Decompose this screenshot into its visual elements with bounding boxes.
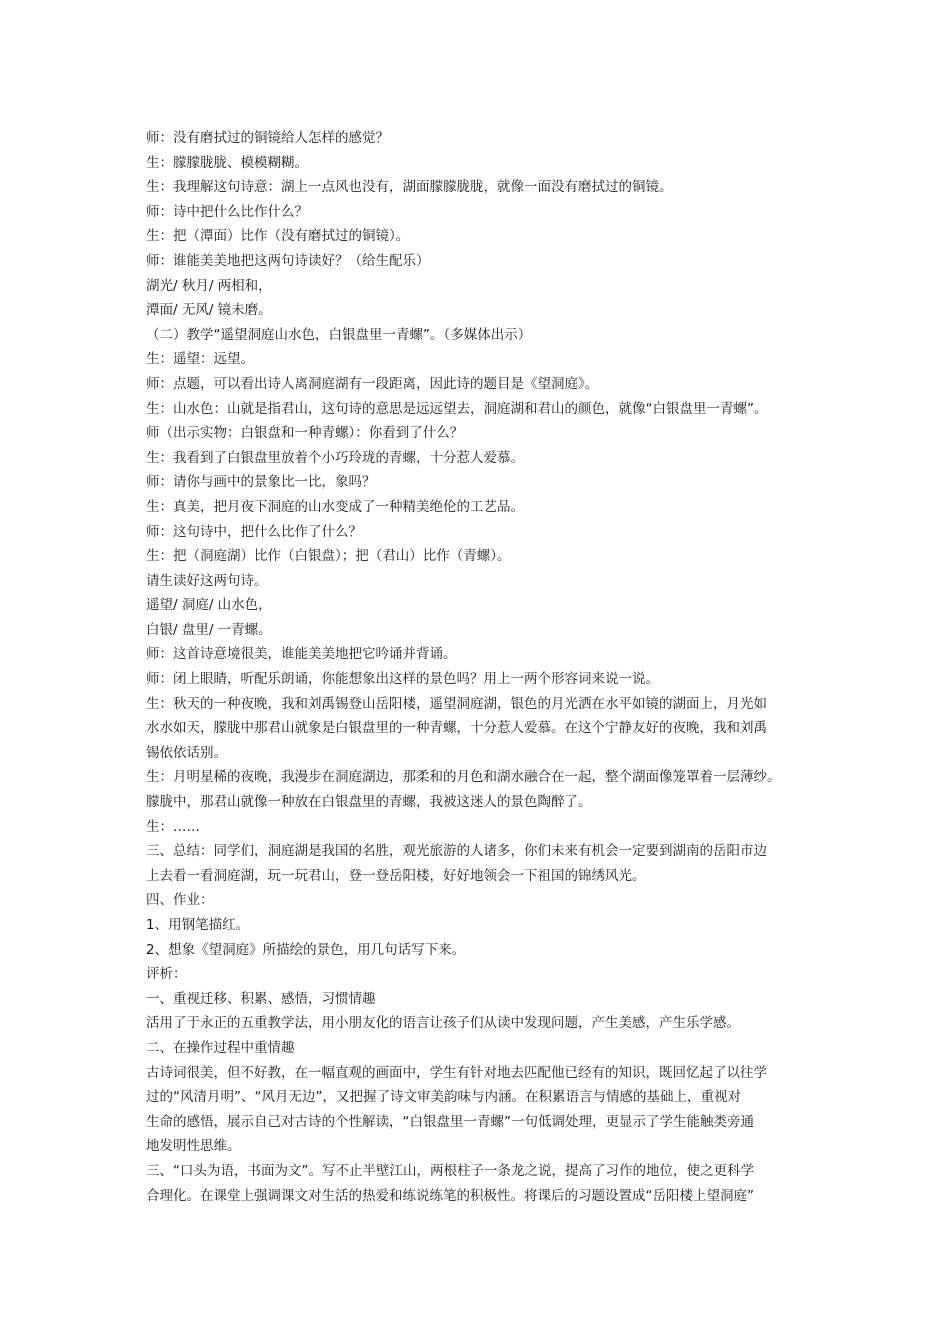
text-line: 1、用钢笔描红。 — [146, 917, 250, 933]
text-line: 生：…… — [146, 818, 200, 835]
text-line: 生：我理解这句诗意：湖上一点风也没有，湖面朦朦胧胧，就像一面没有磨拭过的铜镜。 — [146, 179, 673, 196]
text-line: 师：这首诗意境很美，谁能美美地把它吟诵并背诵。 — [146, 646, 457, 663]
text-line: 生命的感悟，展示自己对古诗的个性解读，“白银盘里一青螺”一句低调处理，更显示了学生能触类旁通 — [146, 1113, 754, 1130]
text-line: 过的“风清月明”、“风月无边”，又把握了诗文审美韵味与内涵。在积累语言与情感的基础上，重视对 — [146, 1089, 741, 1106]
text-line: 上去看一看洞庭湖，玩一玩君山，登一登岳阳楼，好好地领会一下祖国的锦绣风光。 — [146, 867, 646, 884]
text-line: 请生读好这两句诗。 — [146, 572, 268, 589]
text-line: 师（出示实物：白银盘和一种青螺）：你看到了什么？ — [146, 425, 464, 442]
text-line: 生：我看到了白银盘里放着个小巧玲珑的青螺，十分惹人爱慕。 — [146, 449, 524, 466]
text-line: 合理化。在课堂上强调课文对生活的热爱和练说练笔的积极性。将课后的习题设置成“岳阳楼上望洞庭” — [146, 1187, 754, 1204]
text-line: 师：诗中把什么比作什么？ — [146, 203, 308, 220]
text-line: 水水如天，朦胧中那君山就象是白银盘里的一种青螺，十分惹人爱慕。在这个宁静友好的夜晚，我和刘禹 — [146, 720, 767, 737]
text-line: 师：这句诗中，把什么比作了什么？ — [146, 523, 362, 540]
text-line: 生：秋天的一种夜晚，我和刘禹锡登山岳阳楼，遥望洞庭湖，银色的月光洒在水平如镜的湖面上，月光如 — [146, 695, 767, 712]
text-line: 三、“口头为语，书面为文”。写不止半壁江山，两根柱子一条龙之说，提高了习作的地位，使之更科学 — [146, 1162, 754, 1179]
text-line: 一、重视迁移、积累、感悟，习惯情趣 — [146, 990, 376, 1007]
text-line: 生：把（潭面）比作（没有磨拭过的铜镜）。 — [146, 228, 410, 245]
text-line: 湖光/ 秋月/ 两相和， — [146, 277, 272, 294]
text-line: 四、作业： — [146, 892, 214, 909]
text-line: 生：遥望：远望。 — [146, 351, 254, 368]
text-line: 古诗词很美，但不好教，在一幅直观的画面中，学生有针对地去匹配他已经有的知识，既回忆起了以往学 — [146, 1064, 767, 1081]
text-line: 师：没有磨拭过的铜镜给人怎样的感觉？ — [146, 130, 389, 146]
text-line: 生：真美，把月夜下洞庭的山水变成了一种精美绝伦的工艺品。 — [146, 498, 524, 515]
text-line: 师：点题，可以看出诗人离洞庭湖有一段距离，因此诗的题目是《望洞庭》。 — [146, 375, 599, 392]
text-line: 师：请你与画中的景象比一比，象吗？ — [146, 474, 376, 491]
text-line: 二、在操作过程中重情趣 — [146, 1039, 295, 1056]
text-line: 师：谁能美美地把这两句诗读好？（给生配乐） — [146, 252, 430, 269]
text-line: （二）教学“遥望洞庭山水色，白银盘里一青螺”。（多媒体出示） — [146, 326, 532, 343]
text-line: 地发明性思维。 — [146, 1138, 241, 1155]
text-line: 生：朦朦胧胧、模模糊糊。 — [146, 154, 308, 171]
text-line: 潭面/ 无风/ 镜未磨。 — [146, 302, 272, 319]
text-line: 生：把（洞庭湖）比作（白银盘）；把（君山）比作（青螺）。 — [146, 548, 511, 565]
text-line: 师：闭上眼睛，听配乐朗诵，你能想象出这样的景色吗？用上一两个形容词来说一说。 — [146, 671, 659, 688]
text-line: 锡依依话别。 — [146, 744, 227, 761]
text-line: 活用了于永正的五重教学法，用小朋友化的语言让孩子们从读中发现问题，产生美感，产生乐学感。 — [146, 1015, 740, 1032]
text-line: 遥望/ 洞庭/ 山水色， — [146, 597, 272, 614]
text-line: 评析： — [146, 966, 187, 983]
text-line: 2、想象《望洞庭》所描绘的景色，用几句话写下来。 — [146, 941, 466, 958]
text-line: 生：山水色：山就是指君山，这句诗的意思是远远望去，洞庭湖和君山的颜色，就像“白银盘里一青螺”。 — [146, 400, 768, 417]
text-line: 生：月明星稀的夜晚，我漫步在洞庭湖边，那柔和的月色和湖水融合在一起，整个湖面像笼罩着一层薄纱。 — [146, 769, 781, 786]
text-line: 白银/ 盘里/ 一青螺。 — [146, 621, 272, 638]
text-line: 朦胧中，那君山就像一种放在白银盘里的青螺，我被这迷人的景色陶醉了。 — [146, 794, 592, 811]
document-body — [146, 126, 826, 1208]
text-line: 三、总结：同学们，洞庭湖是我国的名胜，观光旅游的人诸多，你们未来有机会一定要到湖南的岳阳市边 — [146, 843, 767, 860]
